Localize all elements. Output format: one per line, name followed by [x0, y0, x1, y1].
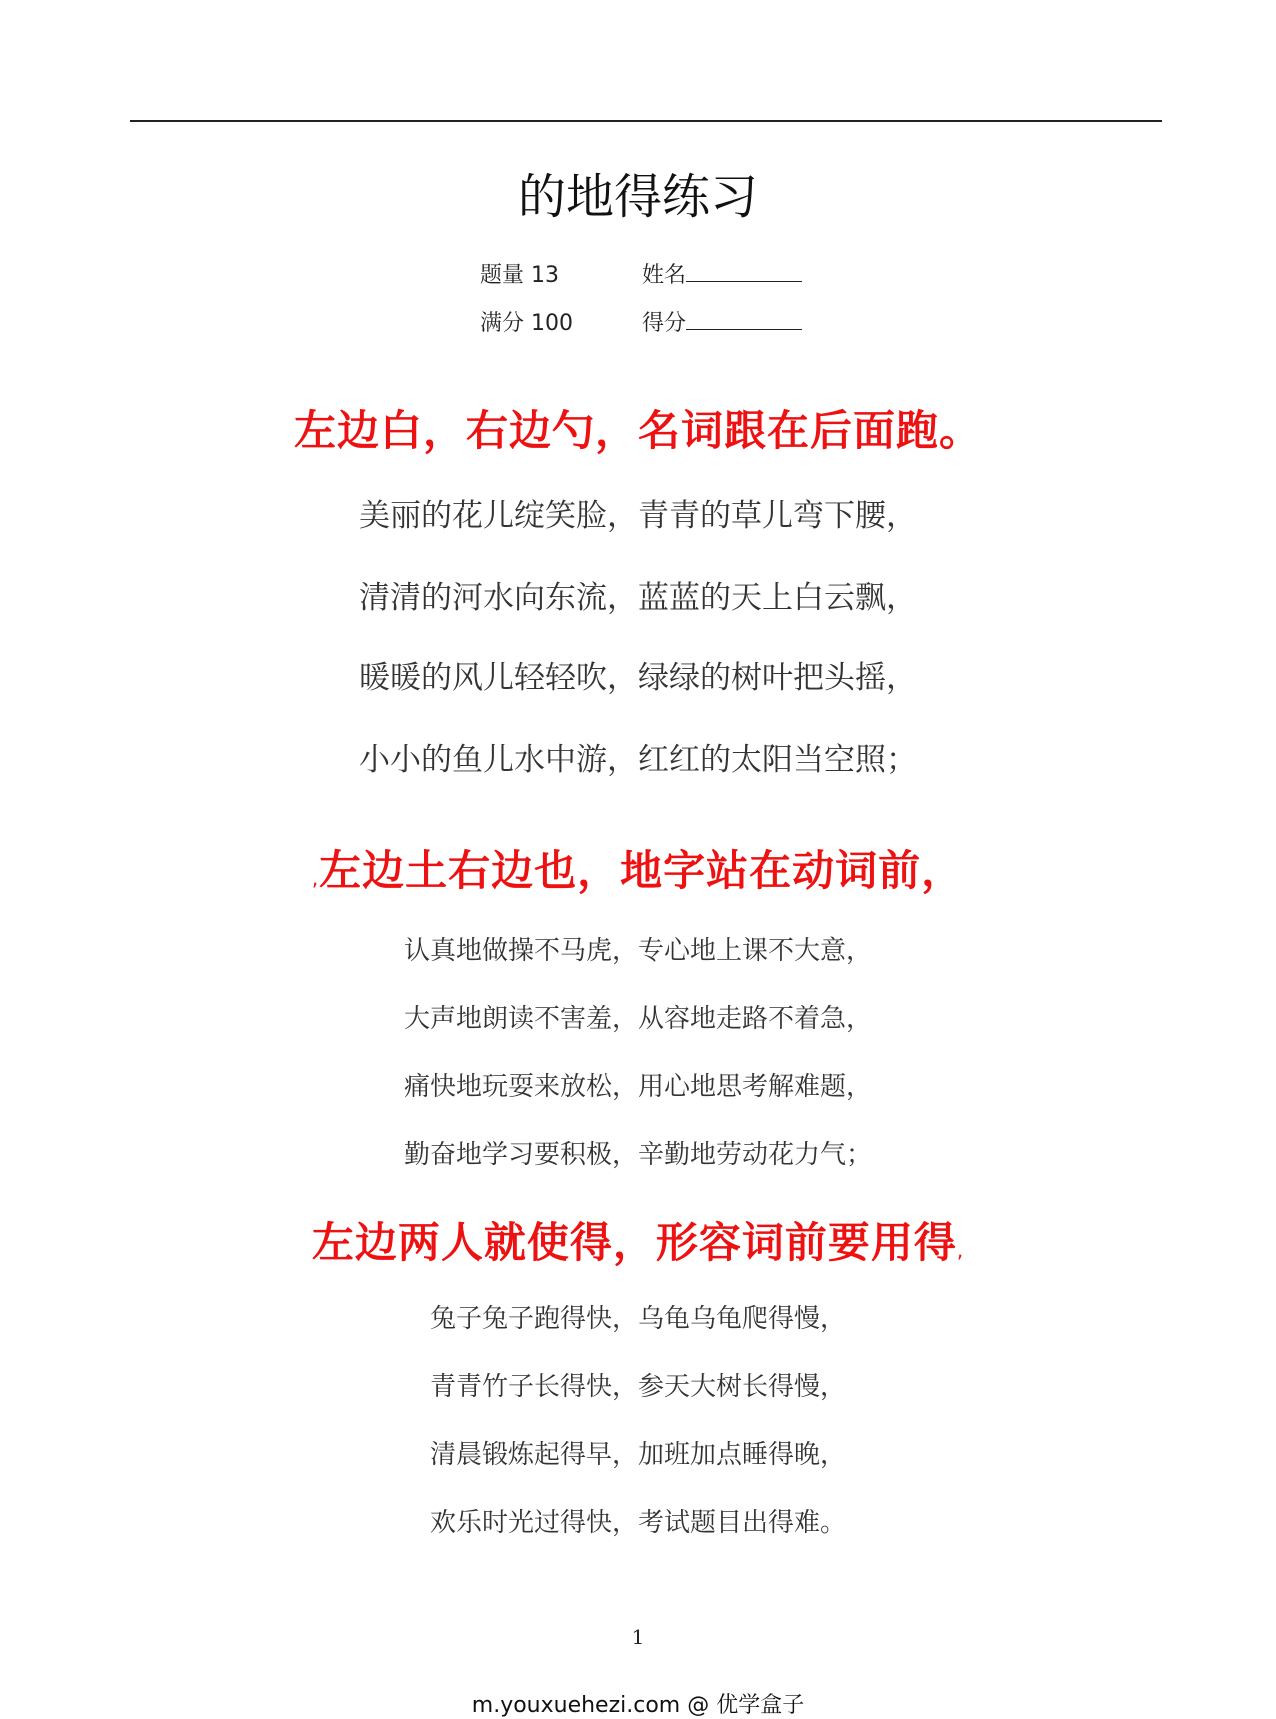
section-3-line-4: 欢乐时光过得快，考试题目出得难。 [429, 1508, 846, 1538]
section-3-line-2: 青青竹子长得快，参天大树长得慢， [429, 1372, 846, 1402]
section-2-heading-row [0, 838, 1276, 898]
section-2-line-4: 勤奋地学习要积极，辛勤地劳动花力气； [403, 1140, 872, 1170]
score-blank [686, 309, 802, 330]
section-3-heading: 左边两人就使得，形容词前要用得 [311, 1218, 957, 1267]
name-field [642, 258, 802, 289]
name-label: 姓名 [642, 263, 687, 288]
name-blank [686, 261, 802, 282]
section-3-line-1: 兔子兔子跑得快，乌龟乌龟爬得慢， [429, 1304, 846, 1334]
full-score: 满分 100 [480, 311, 573, 336]
section-2-line-3: 痛快地玩耍来放松，用心地思考解难题， [403, 1072, 872, 1102]
section-1-line-2: 清清的河水向东流，蓝蓝的天上白云飘， [359, 580, 917, 616]
section-3-line-3: 清晨锻炼起得早，加班加点睡得晚， [429, 1440, 846, 1470]
page-title: 的地得练习 [517, 169, 758, 225]
section-3-heading-row [0, 1210, 1276, 1270]
score-field [642, 306, 802, 337]
section-1-heading: 左边白，右边勺，名词跟在后面跑。 [293, 406, 982, 455]
section-2-heading: 左边土右边也，地字站在动词前， [319, 846, 965, 895]
footer-source: m.youxuehezi.com @ 优学盒子 [471, 1693, 805, 1718]
section-2-line-2: 大声地朗读不害羞，从容地走路不着急， [403, 1004, 872, 1034]
section-3-heading-mark: , [956, 1238, 965, 1262]
section-1-line-4: 小小的鱼儿水中游，红红的太阳当空照； [359, 742, 917, 778]
section-2-line-1: 认真地做操不马虎，专心地上课不大意， [403, 936, 872, 966]
section-1-line-1: 美丽的花儿绽笑脸，青青的草儿弯下腰， [359, 498, 917, 534]
question-count: 题量 13 [480, 263, 559, 288]
section-2-heading-mark: , [311, 866, 320, 890]
section-1-line-3: 暖暖的风儿轻轻吹，绿绿的树叶把头摇， [359, 660, 917, 696]
score-label: 得分 [642, 311, 687, 336]
header-rule [130, 120, 1162, 122]
page-number: 1 [631, 1625, 645, 1649]
